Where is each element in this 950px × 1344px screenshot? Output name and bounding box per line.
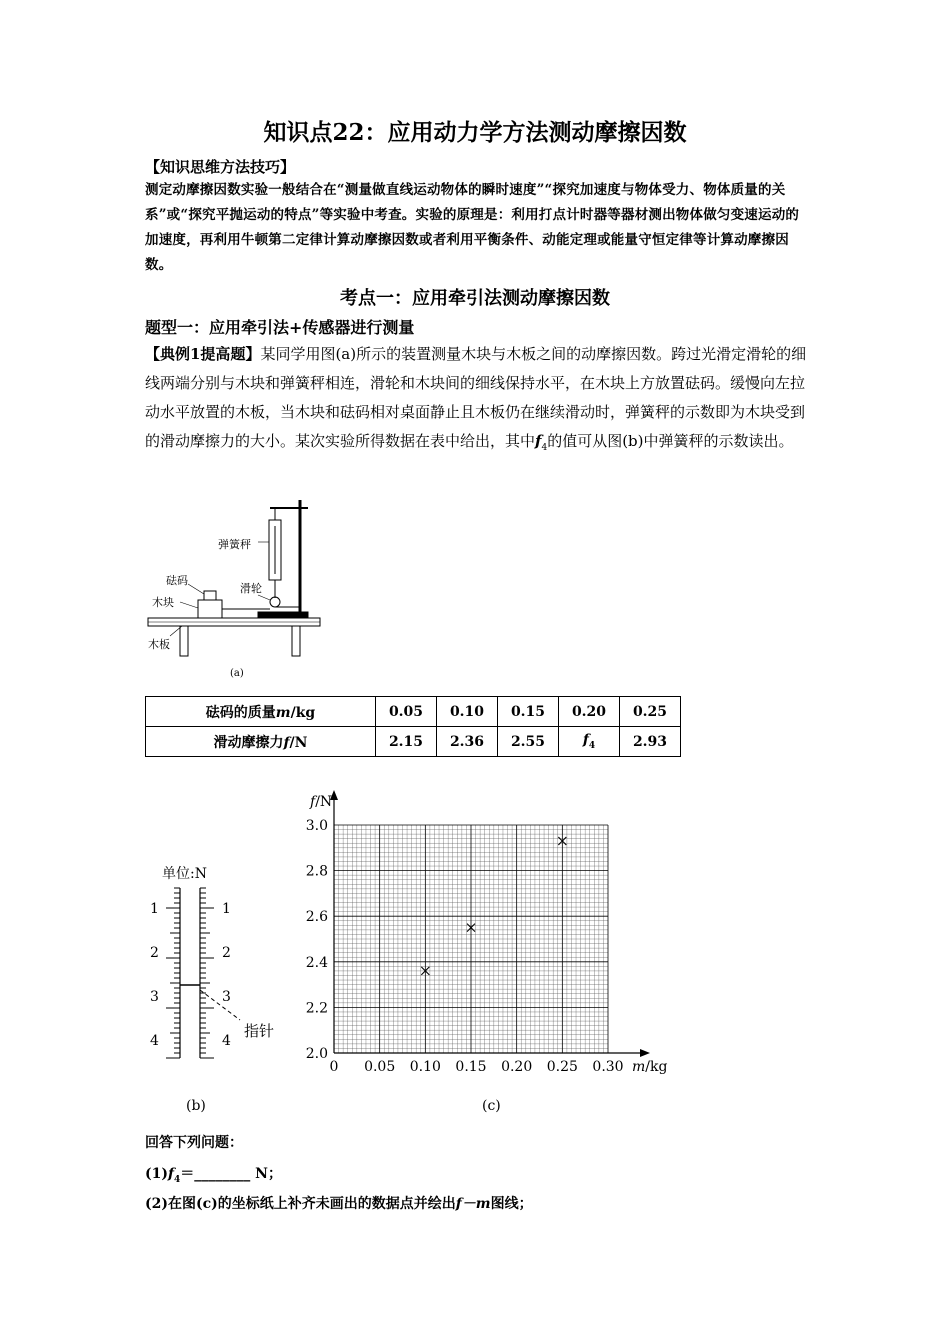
figure-b-caption: (b): [186, 1098, 206, 1114]
example-text-end: 的值可从图(b)中弹簧秤的示数读出。: [547, 432, 794, 450]
x-tick-label: 0.10: [409, 1059, 441, 1075]
example-f4-sub: 4: [541, 443, 548, 453]
mass-header-var: m: [275, 704, 291, 721]
figure-b-scale: [140, 860, 300, 1120]
example-text: 某同学用图(a)所示的装置测量木块与木板之间的动摩擦因数。跨过光滑定滑轮的细线两端分别与木块和弹簧秤相连，滑轮和木块间的细线保持水平，在木块上方放置砝码。缓慢向左拉动水平放置的木板，当木块和砝码相对桌面静止且木板仍在继续滑动时，弹簧秤的示数即为木块受到的滑动摩擦力的大小。某次实验所得数据在表中给出，其中: [145, 345, 807, 450]
scale-tick-label-right: 2: [222, 945, 231, 961]
label-board: 木板: [148, 638, 170, 651]
figure-c-chart: [300, 788, 680, 1118]
table-cell: 2.15: [376, 727, 437, 757]
q2-prefix: (2)在图(c)的坐标纸上补齐未画出的数据点并绘出: [145, 1196, 456, 1212]
scale-tick-label-right: 4: [222, 1033, 231, 1049]
question-2: [145, 1193, 533, 1213]
x-axis-arrow: [640, 1049, 650, 1057]
y-axis-label: f/N: [310, 794, 333, 810]
page-title: 知识点22：应用动力学方法测动摩擦因数: [263, 119, 687, 146]
q2-suffix: 图线；: [490, 1196, 533, 1212]
x-tick-label: 0.20: [501, 1059, 533, 1075]
q2-formula: f－m: [455, 1196, 491, 1212]
x-tick-label: 0.05: [364, 1059, 396, 1075]
q1-var: f: [168, 1166, 175, 1182]
force-header-text: 滑动摩擦力: [213, 734, 284, 751]
figure-a-caption: (a): [230, 668, 244, 679]
table-cell: 2.36: [437, 727, 498, 757]
scale-unit-label: 单位:N: [162, 866, 207, 882]
table-cell-header: [146, 697, 376, 727]
scale-tick-label-right: 1: [222, 901, 231, 917]
tips-heading: 【知识思维方法技巧】: [145, 158, 296, 176]
scale-tick-label-left: 1: [150, 901, 159, 917]
table-cell-f4: [559, 727, 620, 757]
table-cell-header: [146, 727, 376, 757]
q1-answer-blank: ＝________ N；: [180, 1166, 282, 1182]
scale-tick-label-left: 4: [150, 1033, 159, 1049]
label-weight: 砝码: [166, 574, 188, 587]
questions-intro: 回答下列问题：: [145, 1135, 243, 1151]
scale-tick-label-left: 2: [150, 945, 159, 961]
data-table: [145, 696, 681, 757]
example-paragraph: [145, 340, 810, 463]
scale-tick-label-left: 3: [150, 989, 159, 1005]
f4-var: f: [582, 732, 589, 749]
kaodian-heading: 考点一：应用牵引法测动摩擦因数: [340, 288, 610, 309]
x-axis-label: m/kg: [632, 1059, 668, 1075]
y-tick-label: 2.4: [305, 954, 328, 971]
scale-tick-label-right: 3: [222, 989, 231, 1005]
table-cell: 0.10: [437, 697, 498, 727]
label-block: 木块: [152, 596, 174, 609]
label-spring-scale: 弹簧秤: [218, 538, 251, 551]
x-tick-label: 0.25: [546, 1059, 578, 1075]
table-cell: 0.25: [620, 697, 681, 727]
figure-a-apparatus: [140, 490, 340, 685]
q1-prefix: (1): [145, 1166, 168, 1182]
table-row-mass: [146, 697, 681, 727]
table-cell: 0.05: [376, 697, 437, 727]
figure-c-caption: (c): [482, 1098, 501, 1114]
tixing-heading: 题型一：应用牵引法+传感器进行测量: [145, 318, 415, 337]
example-f4-var: f: [535, 432, 542, 450]
table-cell: 0.15: [498, 697, 559, 727]
mass-header-text: 砝码的质量: [205, 704, 276, 721]
tips-paragraph: 测定动摩擦因数实验一般结合在“测量做直线运动物体的瞬时速度”“探究加速度与物体受力、物体质量的关系”或“探究平抛运动的特点”等实验中考查。实验的原理是：利用打点计时器等器材测出物体做匀变速运动的加速度，再利用牛顿第二定律计算动摩擦因数或者利用平衡条件、动能定理或能量守恒定律等计算动摩擦因数。: [145, 182, 800, 273]
pointer-label: 指针: [244, 1022, 275, 1040]
y-tick-label: 2.8: [305, 863, 328, 880]
y-tick-label: 2.2: [305, 1000, 328, 1017]
table-row-force: [146, 727, 681, 757]
table-cell: 2.93: [620, 727, 681, 757]
y-tick-label: 2.0: [305, 1046, 328, 1062]
mass-header-unit: /kg: [290, 704, 316, 721]
f4-sub: 4: [588, 740, 596, 751]
question-1: [145, 1163, 282, 1185]
force-header-unit: /N: [289, 734, 308, 751]
x-tick-label: 0.15: [455, 1059, 487, 1075]
table-cell: 0.20: [559, 697, 620, 727]
force-header-var: f: [283, 734, 290, 751]
example-label: 【典例1提高题】: [145, 345, 261, 363]
y-tick-label: 2.6: [305, 909, 328, 926]
y-tick-label: 3.0: [305, 818, 328, 834]
label-pulley: 滑轮: [240, 582, 262, 595]
q1-sub: 4: [174, 1174, 181, 1185]
x-tick-label: 0: [329, 1059, 339, 1075]
x-tick-label: 0.30: [592, 1059, 624, 1075]
table-cell: 2.55: [498, 727, 559, 757]
